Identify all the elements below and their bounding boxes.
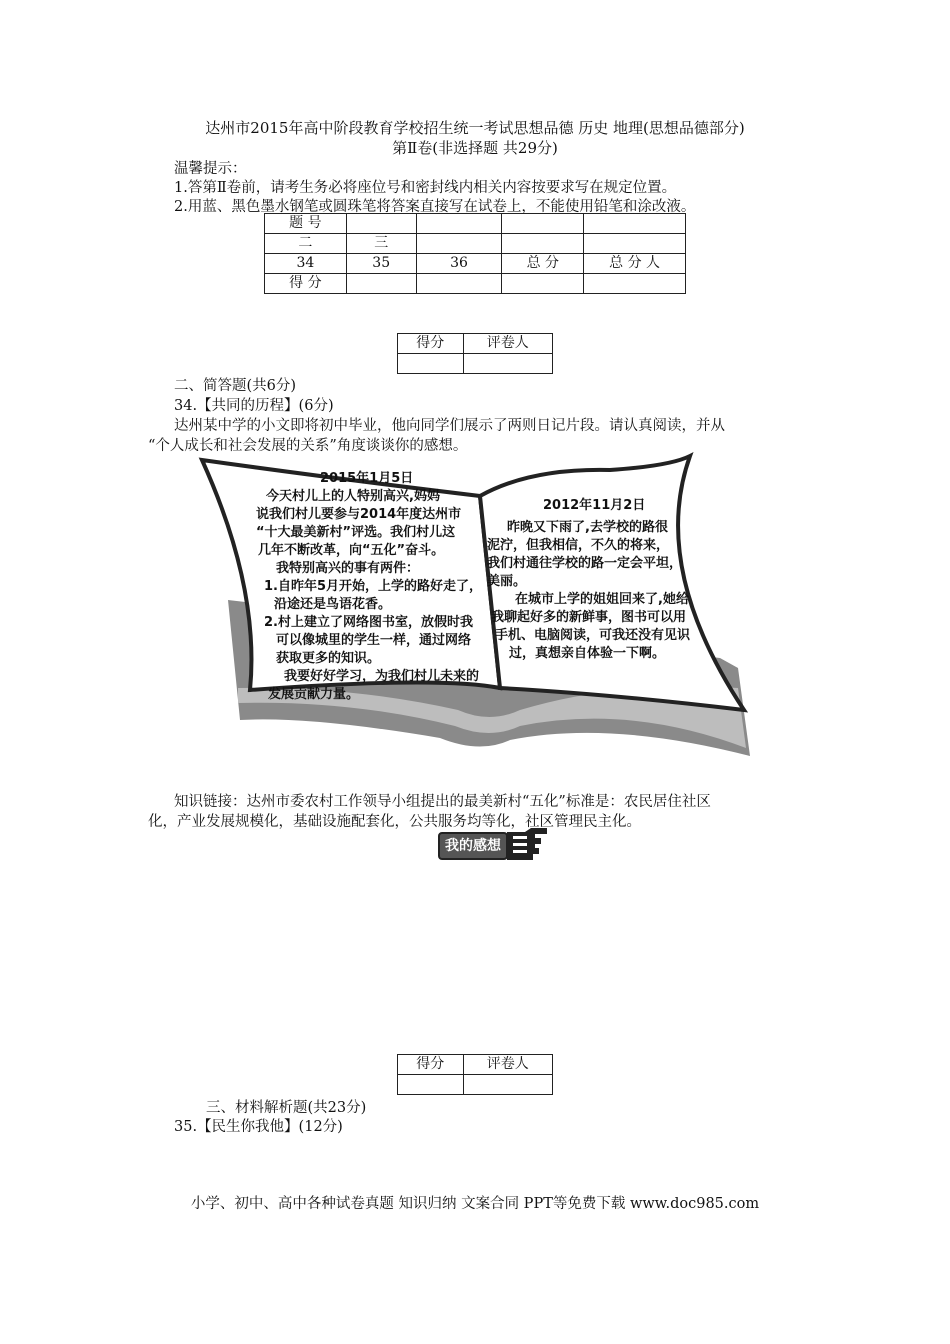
table-cell[interactable]: [416, 274, 502, 294]
diary-right-line: 昨晚又下雨了,去学校的路很: [507, 520, 668, 535]
diary-left-line: 可以像城里的学生一样，通过网络: [276, 633, 472, 648]
diary-right-line: 我们村通往学校的路一定会平坦，: [487, 556, 683, 571]
diary-left-line: 获取更多的知识。: [276, 651, 381, 666]
notice-item-1: 1.答第Ⅱ卷前，请考生务必将座位号和密封线内相关内容按要求写在规定位置。: [174, 180, 677, 196]
diary-left-line: 几年不断改革，向“五化”奋斗。: [258, 543, 445, 558]
table-cell: 二: [265, 234, 347, 254]
score-cell[interactable]: [398, 354, 464, 374]
score-table-row: [265, 254, 686, 274]
grader-cell[interactable]: [463, 1075, 552, 1095]
diary-left-line: 2.村上建立了网络图书室，放假时我: [264, 615, 473, 630]
table-cell[interactable]: [584, 274, 686, 294]
diary-left-line: 发展贡献力量。: [268, 687, 360, 702]
score-table-row: [265, 214, 686, 234]
table-cell[interactable]: [346, 274, 416, 294]
diary-right: [487, 497, 690, 663]
my-thoughts-badge: 我的感想: [438, 832, 508, 860]
q34-intro-line1: 达州某中学的小文即将初中毕业，他向同学们展示了两则日记片段。请认真阅读，并从: [174, 418, 725, 434]
q34-title: 34.【共同的历程】(6分): [174, 398, 334, 414]
knowledge-link-line1: 知识链接：达州市委农村工作领导小组提出的最美新村“五化”标准是：农民居住社区: [174, 794, 711, 810]
exam-title: 达州市2015年高中阶段教育学校招生统一考试思想品德 历史 地理(思想品德部分): [205, 119, 745, 137]
notice-item-2: 2.用蓝、黑色墨水钢笔或圆珠笔将答案直接写在试卷上，不能使用铅笔和涂改液。: [174, 199, 696, 215]
score-label: 得分: [398, 334, 464, 354]
table-cell: 三: [346, 234, 416, 254]
diary-right-line: 过，真想亲自体验一下啊。: [509, 646, 666, 661]
score-label: 得分: [398, 1055, 464, 1075]
page-footer: 小学、初中、高中各种试卷真题 知识归纳 文案合同 PPT等免费下载 www.doc985.com: [190, 1196, 760, 1212]
table-cell: [502, 234, 584, 254]
table-cell: [346, 214, 416, 234]
diary-left-line: 说我们村儿要参与2014年度达州市: [256, 507, 462, 522]
diary-right-line: 美丽。: [487, 574, 527, 589]
grader-cell[interactable]: [463, 354, 552, 374]
diary-left-line: “十大最美新村”评选。我们村儿这: [256, 525, 456, 540]
score-table: [264, 213, 686, 294]
table-cell: 35: [346, 254, 416, 274]
section3-heading: 三、材料解析题(共23分): [206, 1100, 367, 1116]
notice-heading: 温馨提示：: [174, 161, 247, 177]
table-cell: 总 分 人: [584, 254, 686, 274]
grader-box: [397, 333, 553, 374]
table-cell: 题 号: [265, 214, 347, 234]
table-cell: [584, 234, 686, 254]
diary-left-line: 今天村儿上的人特别高兴,妈妈: [266, 489, 440, 504]
table-cell: 得 分: [265, 274, 347, 294]
table-cell: 34: [265, 254, 347, 274]
diary-left: [256, 470, 483, 704]
grader-label: 评卷人: [463, 1055, 552, 1075]
table-cell: [584, 214, 686, 234]
q35-title: 35.【民生你我他】(12分): [174, 1119, 343, 1135]
table-cell: [502, 214, 584, 234]
table-cell: [416, 214, 502, 234]
diary-left-line: 我特别高兴的事有两件：: [276, 561, 420, 576]
diary-right-line: 我聊起好多的新鲜事，图书可以用: [491, 610, 687, 625]
diary-left-line: 我要好好学习，为我们村儿未来的: [284, 669, 480, 684]
q34-intro-line2: “个人成长和社会发展的关系”角度谈谈你的感想。: [148, 438, 468, 454]
table-cell: 36: [416, 254, 502, 274]
table-cell: [416, 234, 502, 254]
diary-right-line: 手机、电脑阅读，可我还没有见识: [495, 628, 691, 643]
table-cell: 总 分: [502, 254, 584, 274]
score-table-row: [265, 274, 686, 294]
score-cell[interactable]: [398, 1075, 464, 1095]
score-table-row: [265, 234, 686, 254]
knowledge-link-line2: 化，产业发展规模化，基础设施配套化，公共服务均等化，社区管理民主化。: [148, 814, 641, 830]
diary-right-line: 泥泞，但我相信，不久的将来，: [487, 538, 670, 553]
diary-right-line: 在城市上学的姐姐回来了,她给: [515, 592, 689, 607]
exam-subtitle: 第Ⅱ卷(非选择题 共29分): [392, 139, 558, 157]
pointing-hand-icon: [505, 826, 549, 862]
grader-label: 评卷人: [463, 334, 552, 354]
diary-left-date: 2015年1月5日: [320, 471, 414, 486]
table-cell[interactable]: [502, 274, 584, 294]
diary-left-line: 沿途还是鸟语花香。: [274, 597, 392, 612]
diary-left-line: 1.自昨年5月开始，上学的路好走了，: [264, 579, 483, 594]
grader-box-2: [397, 1054, 553, 1095]
section2-heading: 二、简答题(共6分): [174, 378, 297, 394]
diary-right-date: 2012年11月2日: [543, 498, 646, 513]
